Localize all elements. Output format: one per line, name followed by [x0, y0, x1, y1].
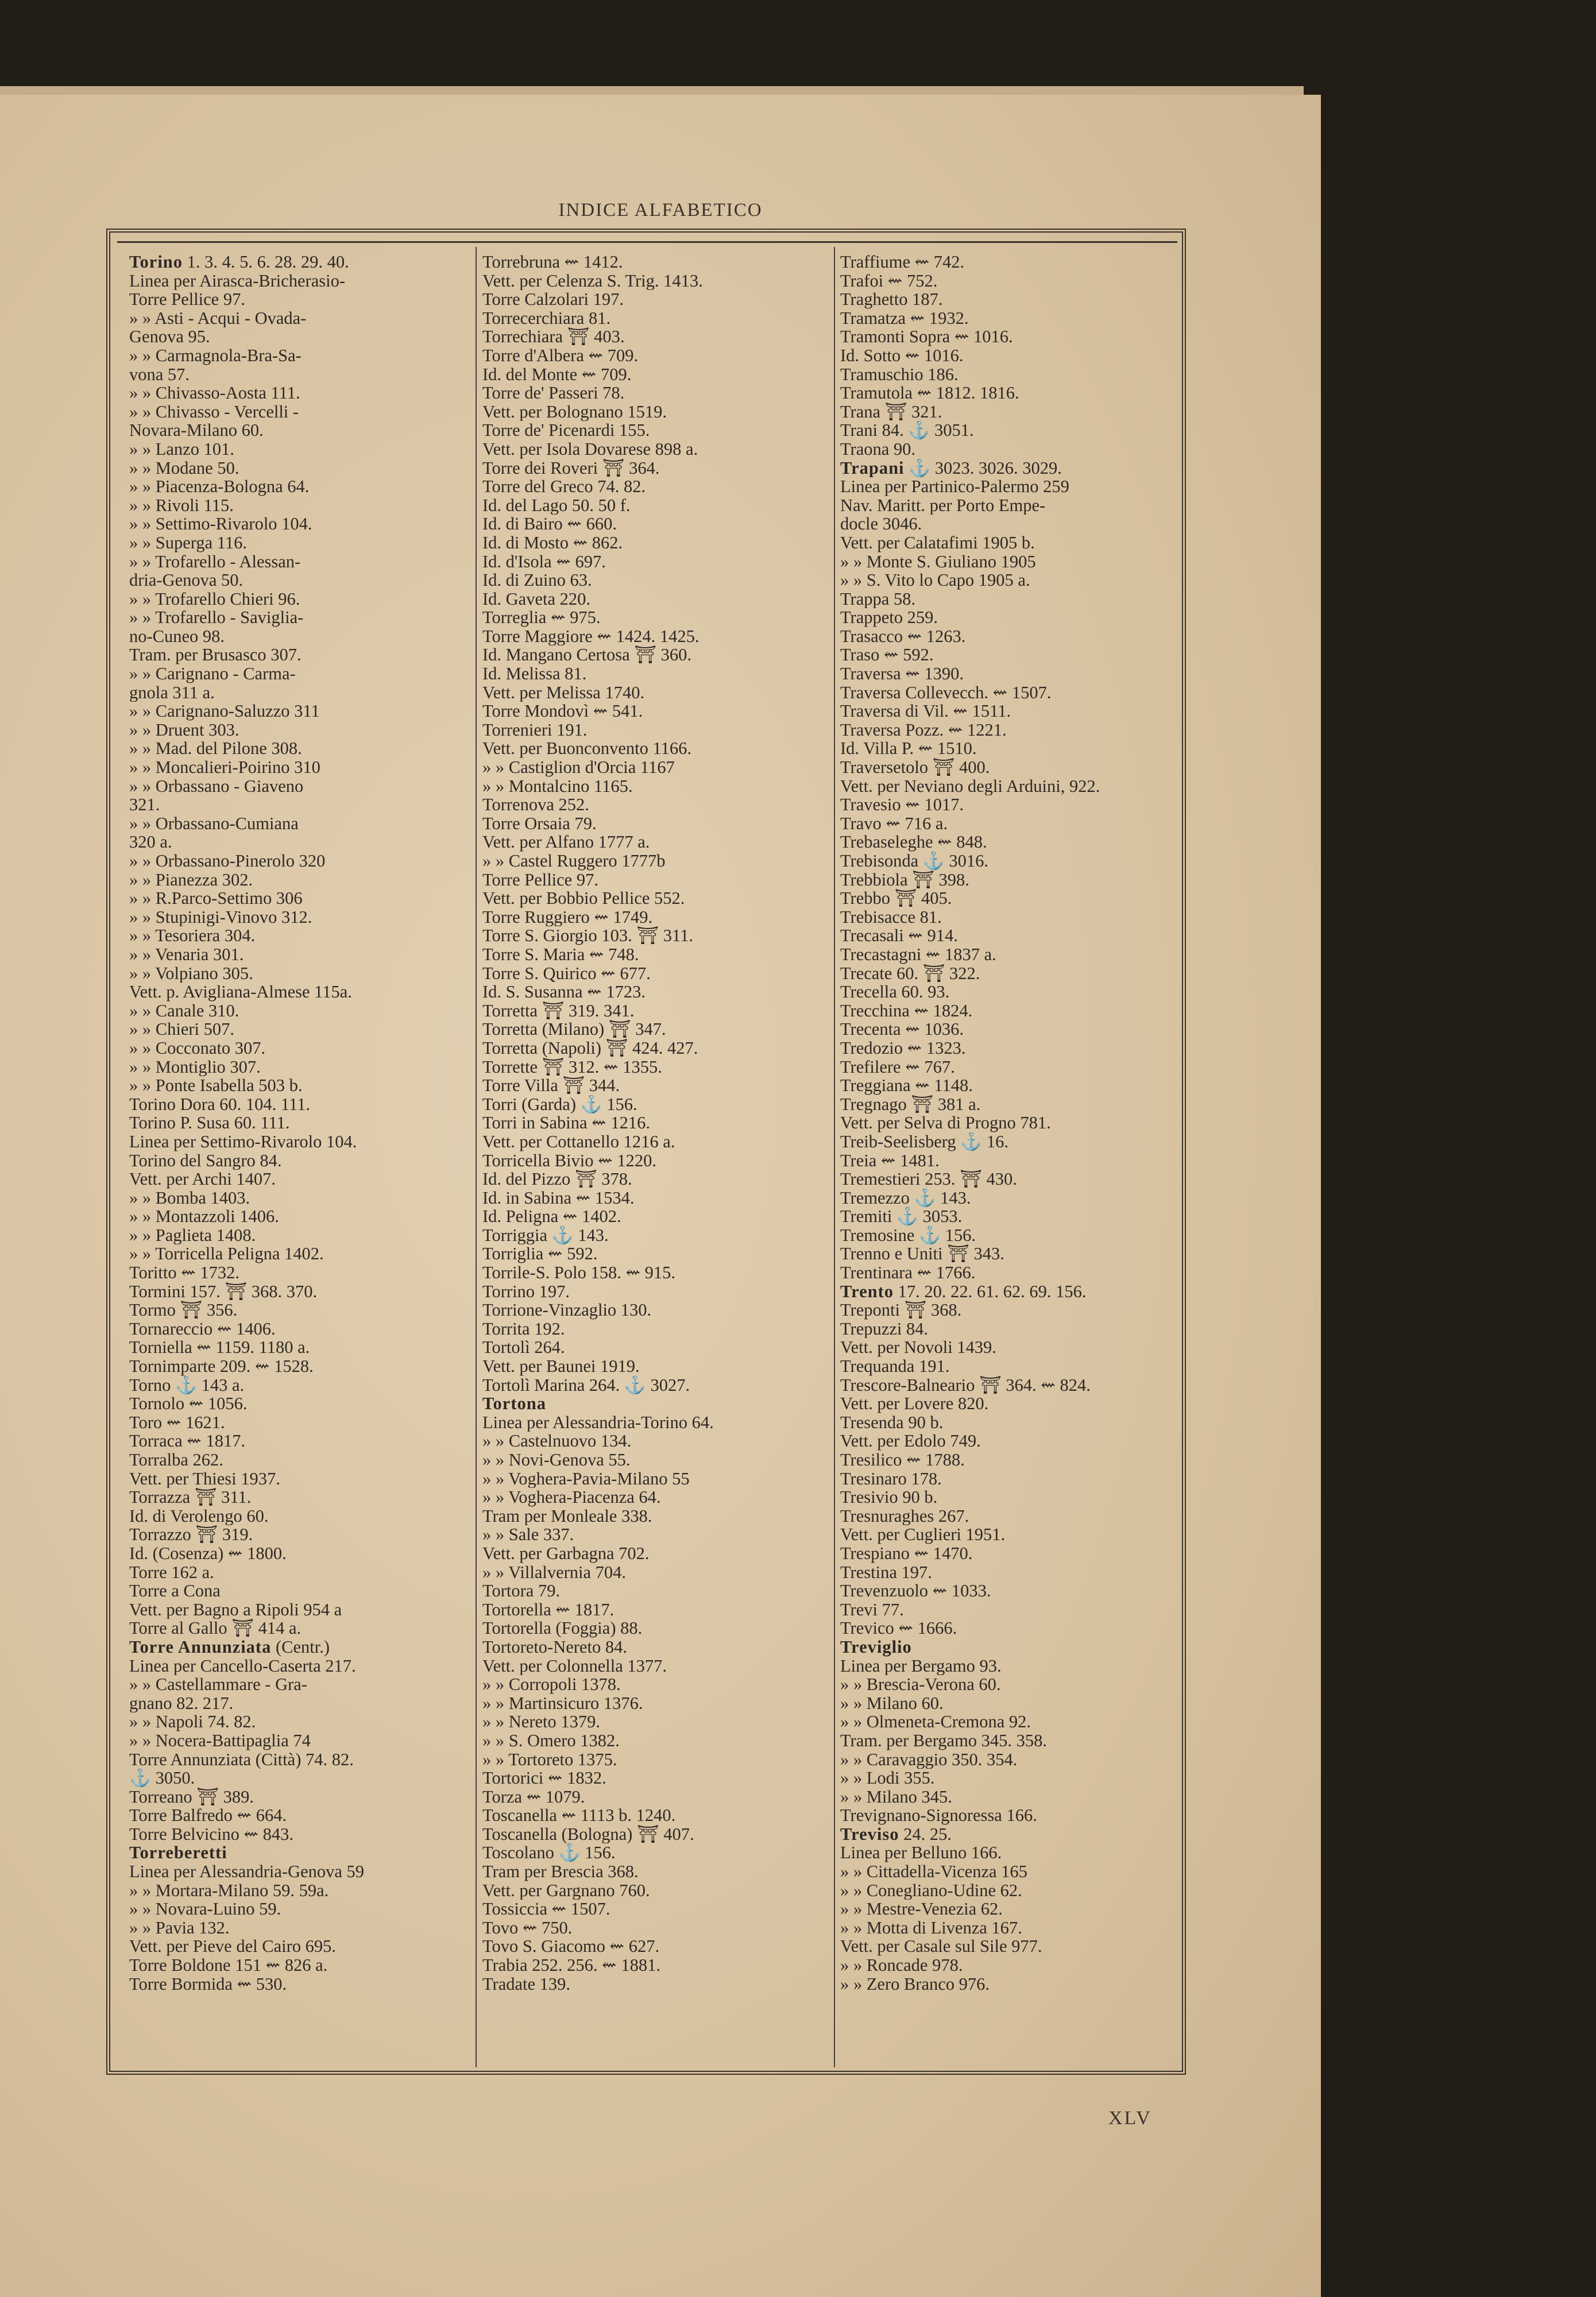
index-entry: Tornolo ⇜ 1056.	[129, 1394, 248, 1413]
index-entry: » » Canale 310.	[129, 1001, 239, 1020]
index-entry: Torre Calzolari 197.	[482, 290, 624, 309]
index-entry: Trapani ⚓ 3023. 3026. 3029.	[840, 458, 1062, 478]
index-entry: » » Cocconato 307.	[129, 1038, 266, 1058]
index-entry: Torrazzo ⛩ 319.	[129, 1525, 253, 1544]
index-entry: » » Motta di Livenza 167.	[840, 1918, 1022, 1938]
index-entry: Tremestieri 253. ⛩ 430.	[840, 1170, 1017, 1189]
index-entry: » » Mestre-Venezia 62.	[840, 1900, 1003, 1919]
index-entry: Torre Pellice 97.	[129, 290, 245, 309]
index-entry: Torrita 192.	[482, 1319, 565, 1339]
index-entry: Vett. per Cottanello 1216 a.	[482, 1132, 675, 1151]
index-entry: Trentinara ⇜ 1766.	[840, 1263, 976, 1282]
index-entry: » » Voghera-Piacenza 64.	[482, 1488, 661, 1507]
index-entry: Tramonti Sopra ⇜ 1016.	[840, 327, 1013, 346]
index-entry: Tram. per Bergamo 345. 358.	[840, 1731, 1048, 1750]
index-entry: » » R.Parco-Settimo 306	[129, 889, 303, 908]
index-entry: » » Moncalieri-Poirino 310	[129, 758, 320, 777]
index-entry: Vett. per Alfano 1777 a.	[482, 833, 650, 852]
index-entry: » » Paglieta 1408.	[129, 1225, 256, 1245]
index-entry: » » Trofarello - Alessan-	[129, 552, 301, 571]
index-entry: Treviso 24. 25.	[840, 1824, 952, 1844]
index-entry: Trestina 197.	[840, 1563, 932, 1582]
index-entry: Vett. per Casale sul Sile 977.	[840, 1937, 1042, 1956]
index-entry: » » Mortara-Milano 59. 59a.	[129, 1881, 329, 1900]
index-entry: Torre dei Roveri ⛩ 364.	[482, 458, 660, 478]
index-entry: Torre Orsaia 79.	[482, 814, 597, 833]
page-number: XLV	[1108, 2107, 1152, 2129]
index-entry: Tramatza ⇜ 1932.	[840, 308, 969, 328]
index-entry: Linea per Bergamo 93.	[840, 1656, 1002, 1676]
index-column-1	[129, 253, 468, 2070]
index-entry: » » Orbassano-Cumiana	[129, 814, 299, 833]
index-entry: Torre S. Giorgio 103. ⛩ 311.	[482, 926, 693, 945]
index-entry: Tossiccia ⇜ 1507.	[482, 1900, 610, 1919]
index-entry: Trequanda 191.	[840, 1357, 950, 1376]
index-entry: Trappeto 259.	[840, 608, 938, 627]
index-entry: Tresnuraghes 267.	[840, 1506, 969, 1526]
index-entry: Id. S. Susanna ⇜ 1723.	[482, 983, 646, 1001]
index-entry: Tresilico ⇜ 1788.	[840, 1451, 965, 1470]
index-entry: Tortorici ⇜ 1832.	[482, 1769, 606, 1788]
index-entry: » » Cittadella-Vicenza 165	[840, 1862, 1027, 1881]
index-entry: Torretta ⛩ 319. 341.	[482, 1001, 635, 1020]
index-entry: Vett. per Garbagna 702.	[482, 1544, 650, 1563]
index-entry: Torre Mondovì ⇜ 541.	[482, 702, 643, 721]
index-entry: Trento 17. 20. 22. 61. 62. 69. 156.	[840, 1282, 1087, 1301]
index-entry: Vett. per Pieve del Cairo 695.	[129, 1937, 336, 1956]
index-entry: Torretta (Napoli) ⛩ 424. 427.	[482, 1038, 698, 1058]
index-entry: Trebisonda ⚓ 3016.	[840, 852, 988, 871]
index-entry: » » Novara-Luino 59.	[129, 1900, 281, 1919]
index-entry: Trana ⛩ 321.	[840, 402, 942, 421]
index-entry: Vett. per Edolo 749.	[840, 1432, 981, 1451]
index-entry: Torre S. Maria ⇜ 748.	[482, 945, 639, 964]
index-entry: » » Caravaggio 350. 354.	[840, 1750, 1018, 1769]
index-entry: » » S. Omero 1382.	[482, 1731, 620, 1750]
index-entry: Treggiana ⇜ 1148.	[840, 1076, 973, 1095]
index-entry: Id. di Verolengo 60.	[129, 1506, 269, 1526]
index-entry: » » Voghera-Pavia-Milano 55	[482, 1469, 690, 1488]
index-entry: Tremiti ⚓ 3053.	[840, 1207, 963, 1226]
index-entry: Trecasali ⇜ 914.	[840, 926, 958, 945]
index-entry: » » Zero Branco 976.	[840, 1974, 990, 1994]
index-entry: Trappa 58.	[840, 589, 916, 609]
index-entry: Vett. per Archi 1407.	[129, 1170, 276, 1189]
index-entry: Traso ⇜ 592.	[840, 645, 934, 665]
index-entry: Tram per Monleale 338.	[482, 1506, 652, 1526]
index-entry: Trebbo ⛩ 405.	[840, 889, 952, 908]
index-entry: Toscolano ⚓ 156.	[482, 1843, 616, 1863]
index-entry: » » Brescia-Verona 60.	[840, 1675, 1001, 1694]
index-entry: » » Asti - Acqui - Ovada-	[129, 308, 307, 328]
index-entry: Torrechiara ⛩ 403.	[482, 327, 625, 346]
index-entry: no-Cuneo 98.	[129, 627, 225, 646]
index-entry: Traversa ⇜ 1390.	[840, 664, 964, 683]
index-entry: Traversa di Vil. ⇜ 1511.	[840, 702, 1011, 721]
index-entry: Traversa Collevecch. ⇜ 1507.	[840, 683, 1052, 702]
index-entry: » » Orbassano - Giaveno	[129, 776, 304, 796]
index-entry: » » Sale 337.	[482, 1525, 574, 1544]
index-entry: » » Corropoli 1378.	[482, 1675, 621, 1694]
index-entry: Tregnago ⛩ 381 a.	[840, 1095, 981, 1114]
index-entry: Torre Annunziata (Centr.)	[129, 1637, 330, 1657]
index-entry: Vett. per Baunei 1919.	[482, 1357, 640, 1376]
index-entry: Tornimparte 209. ⇜ 1528.	[129, 1357, 314, 1376]
index-entry: Tramutola ⇜ 1812. 1816.	[840, 384, 1019, 403]
index-entry: dria-Genova 50.	[129, 571, 244, 590]
index-entry: Tovo S. Giacomo ⇜ 627.	[482, 1937, 660, 1956]
index-entry: Torreano ⛩ 389.	[129, 1787, 254, 1807]
index-entry: Treib-Seelisberg ⚓ 16.	[840, 1132, 1008, 1151]
index-entry: 321.	[129, 795, 160, 814]
index-entry: Linea per Belluno 166.	[840, 1843, 1002, 1863]
index-entry: Tram per Brescia 368.	[482, 1862, 639, 1881]
index-entry: » » Lanzo 101.	[129, 439, 234, 459]
index-entry: Vett. per Selva di Progno 781.	[840, 1113, 1051, 1132]
index-entry: » » Castellammare - Gra-	[129, 1675, 307, 1694]
index-entry: » » Martinsicuro 1376.	[482, 1693, 643, 1713]
index-entry: Toscanella (Bologna) ⛩ 407.	[482, 1824, 694, 1844]
index-entry: Tornareccio ⇜ 1406.	[129, 1319, 276, 1339]
index-entry: Torre Villa ⛩ 344.	[482, 1076, 620, 1095]
index-entry: Torre de' Picenardi 155.	[482, 421, 650, 440]
index-entry: » » Olmeneta-Cremona 92.	[840, 1712, 1031, 1731]
index-entry: Tremezzo ⚓ 143.	[840, 1188, 971, 1208]
index-entry: » » Montazzoli 1406.	[129, 1207, 279, 1226]
index-entry: Tredozio ⇜ 1323.	[840, 1038, 966, 1058]
index-entry: Trevico ⇜ 1666.	[840, 1619, 957, 1638]
index-entry: Torino Dora 60. 104. 111.	[129, 1095, 310, 1114]
index-entry: docle 3046.	[840, 515, 922, 533]
index-entry: Linea per Airasca-Bricherasio-	[129, 271, 345, 291]
index-entry: Trenno e Uniti ⛩ 343.	[840, 1244, 1004, 1264]
index-entry: » » S. Vito lo Capo 1905 a.	[840, 571, 1030, 590]
index-entry: Vett. per Thiesi 1937.	[129, 1469, 280, 1488]
index-entry: Torri in Sabina ⇜ 1216.	[482, 1113, 650, 1132]
index-entry: » » Orbassano-Pinerolo 320	[129, 852, 326, 871]
index-entry: Torre a Cona	[129, 1581, 221, 1600]
index-entry: Tortorella (Foggia) 88.	[482, 1619, 643, 1638]
index-entry: Tormini 157. ⛩ 368. 370.	[129, 1282, 318, 1301]
index-entry: » » Druent 303.	[129, 720, 239, 740]
index-entry: » » Tesoriera 304.	[129, 926, 256, 945]
index-entry: gnola 311 a.	[129, 683, 215, 702]
index-entry: » » Venaria 301.	[129, 945, 244, 964]
index-entry: » » Novi-Genova 55.	[482, 1451, 631, 1470]
index-entry: » » Mad. del Pilone 308.	[129, 739, 302, 759]
index-entry: » » Castelnuovo 134.	[482, 1432, 632, 1451]
index-entry: Torre Annunziata (Città) 74. 82.	[129, 1750, 354, 1769]
index-entry: Vett. per Celenza S. Trig. 1413.	[482, 271, 703, 291]
index-entry: Torrile-S. Polo 158. ⇜ 915.	[482, 1263, 676, 1282]
index-entry: Trafoi ⇜ 752.	[840, 271, 938, 291]
index-entry: Torriglia ⇜ 592.	[482, 1244, 598, 1264]
index-entry: Traffiume ⇜ 742.	[840, 253, 965, 272]
index-entry: » » Nereto 1379.	[482, 1712, 600, 1731]
index-entry: Tortoreto-Nereto 84.	[482, 1637, 627, 1657]
index-entry: Linea per Partinico-Palermo 259	[840, 477, 1069, 496]
index-entry: » » Torricella Peligna 1402.	[129, 1244, 324, 1264]
index-entry: Linea per Alessandria-Torino 64.	[482, 1413, 714, 1432]
index-entry: » » Bomba 1403.	[129, 1188, 250, 1208]
index-column-3	[840, 253, 1185, 2070]
index-entry: » » Chivasso - Vercelli -	[129, 402, 299, 421]
index-entry: » » Roncade 978.	[840, 1956, 963, 1975]
page-header: INDICE ALFABETICO	[558, 200, 763, 221]
index-entry: Torrebruna ⇜ 1412.	[482, 253, 623, 272]
index-entry: Trevi 77.	[840, 1600, 904, 1619]
index-entry: gnano 82. 217.	[129, 1693, 234, 1713]
index-entry: Tresivio 90 b.	[840, 1488, 938, 1507]
index-entry: Id. del Pizzo ⛩ 378.	[482, 1170, 632, 1189]
index-entry: Traversa Pozz. ⇜ 1221.	[840, 720, 1007, 740]
column-rule	[834, 247, 835, 2067]
index-entry: Vett. per Colonnella 1377.	[482, 1656, 667, 1676]
index-entry: Id. di Mosto ⇜ 862.	[482, 533, 623, 552]
index-entry: Torri (Garda) ⚓ 156.	[482, 1095, 637, 1114]
index-entry: Vett. per Bagno a Ripoli 954 a	[129, 1600, 342, 1619]
index-entry: Torrette ⛩ 312. ⇜ 1355.	[482, 1057, 662, 1077]
index-entry: » » Settimo-Rivarolo 104.	[129, 515, 312, 533]
index-entry: Vett. per Calatafimi 1905 b.	[840, 533, 1035, 552]
index-entry: Treia ⇜ 1481.	[840, 1151, 940, 1170]
index-entry: » » Rivoli 115.	[129, 496, 234, 515]
index-entry: Toritto ⇜ 1732.	[129, 1263, 240, 1282]
index-entry: Torretta (Milano) ⛩ 347.	[482, 1020, 666, 1039]
index-entry: » » Ponte Isabella 503 b.	[129, 1076, 303, 1095]
index-entry: » » Piacenza-Bologna 64.	[129, 477, 310, 496]
index-entry: Trefilere ⇜ 767.	[840, 1057, 955, 1077]
index-entry: Torrenova 252.	[482, 795, 589, 814]
index-entry: Tortolì Marina 264. ⚓ 3027.	[482, 1375, 690, 1395]
index-entry: Tradate 139.	[482, 1974, 571, 1994]
index-entry: » » Chieri 507.	[129, 1020, 234, 1039]
index-entry: » » Stupinigi-Vinovo 312.	[129, 907, 312, 927]
index-entry: Torniella ⇜ 1159. 1180 a.	[129, 1338, 310, 1358]
index-entry: Treviglio	[840, 1637, 912, 1657]
index-entry: Novara-Milano 60.	[129, 421, 264, 440]
index-entry: Torrecerchiara 81.	[482, 308, 611, 328]
column-rule	[476, 247, 477, 2067]
index-entry: Trecastagni ⇜ 1837 a.	[840, 945, 996, 964]
index-entry: Id. Mangano Certosa ⛩ 360.	[482, 645, 691, 665]
index-entry: Torino del Sangro 84.	[129, 1151, 282, 1170]
index-entry: Torrazza ⛩ 311.	[129, 1488, 252, 1507]
index-entry: » » Carignano - Carma-	[129, 664, 296, 683]
index-entry: Trespiano ⇜ 1470.	[840, 1544, 973, 1563]
index-entry: Vett. per Neviano degli Arduini, 922.	[840, 776, 1100, 796]
index-entry: Trecenta ⇜ 1036.	[840, 1020, 964, 1039]
index-entry: Vett. per Bobbio Pellice 552.	[482, 889, 685, 908]
index-entry: Linea per Settimo-Rivarolo 104.	[129, 1132, 357, 1151]
index-entry: Traversetolo ⛩ 400.	[840, 758, 990, 777]
index-entry: Torriggia ⚓ 143.	[482, 1225, 609, 1245]
index-entry: Torralba 262.	[129, 1451, 223, 1470]
index-entry: » » Villalvernia 704.	[482, 1563, 627, 1582]
index-entry: Trepuzzi 84.	[840, 1319, 929, 1339]
index-entry: Id. di Zuino 63.	[482, 571, 592, 590]
index-entry: Id. in Sabina ⇜ 1534.	[482, 1188, 635, 1208]
index-entry: » » Trofarello - Saviglia-	[129, 608, 304, 627]
index-entry: Id. del Lago 50. 50 f.	[482, 496, 631, 515]
index-entry: Travesio ⇜ 1017.	[840, 795, 964, 814]
index-entry: Torre Ruggiero ⇜ 1749.	[482, 907, 653, 927]
index-entry: Vett. per Bolognano 1519.	[482, 402, 667, 421]
index-entry: » » Monte S. Giuliano 1905	[840, 552, 1036, 571]
index-entry: Torreglia ⇜ 975.	[482, 608, 601, 627]
index-entry: » » Castel Ruggero 1777b	[482, 852, 666, 871]
index-entry: Torre Balfredo ⇜ 664.	[129, 1806, 287, 1825]
index-entry: Torreberetti	[129, 1843, 227, 1863]
index-entry: Torno ⚓ 143 a.	[129, 1375, 245, 1395]
index-entry: vona 57.	[129, 365, 190, 384]
index-entry: Trebaseleghe ⇜ 848.	[840, 833, 987, 852]
index-entry: Tormo ⛩ 356.	[129, 1301, 238, 1320]
index-entry: » » Pianezza 302.	[129, 870, 253, 890]
index-entry: Trevignano-Signoressa 166.	[840, 1806, 1037, 1825]
index-entry: Torre Boldone 151 ⇜ 826 a.	[129, 1956, 328, 1975]
index-entry: » » Carignano-Saluzzo 311	[129, 702, 320, 721]
index-entry: Torza ⇜ 1079.	[482, 1787, 585, 1807]
index-entry: » » Conegliano-Udine 62.	[840, 1881, 1022, 1900]
index-entry: ⚓ 3050.	[129, 1769, 195, 1788]
index-entry: Trecate 60. ⛩ 322.	[840, 964, 980, 983]
index-entry: Id. Peligna ⇜ 1402.	[482, 1207, 621, 1226]
index-entry: Id. Villa P. ⇜ 1510.	[840, 739, 977, 759]
index-entry: Travo ⇜ 716 a.	[840, 814, 948, 833]
index-entry: Torre 162 a.	[129, 1563, 214, 1582]
index-entry: Id. del Monte ⇜ 709.	[482, 365, 632, 384]
index-entry: » » Montiglio 307.	[129, 1057, 261, 1077]
index-entry: » » Superga 116.	[129, 533, 248, 552]
index-entry: Torre de' Passeri 78.	[482, 384, 625, 403]
index-entry: Torrino 197.	[482, 1282, 570, 1301]
index-entry: Trebisacce 81.	[840, 907, 942, 927]
index-entry: Torre Bormida ⇜ 530.	[129, 1974, 287, 1994]
index-entry: Tram. per Brusasco 307.	[129, 645, 302, 665]
index-entry: Treponti ⛩ 368.	[840, 1301, 962, 1320]
index-entry: Traona 90.	[840, 439, 916, 459]
index-entry: » » Pavia 132.	[129, 1918, 230, 1938]
index-entry: » » Modane 50.	[129, 458, 239, 478]
index-entry: » » Napoli 74. 82.	[129, 1712, 256, 1731]
index-entry: Id. Gaveta 220.	[482, 589, 591, 609]
index-entry: » » Volpiano 305.	[129, 964, 253, 983]
index-entry: Vett. per Isola Dovarese 898 a.	[482, 439, 698, 459]
index-entry: Torre Pellice 97.	[482, 870, 598, 890]
index-entry: Vett. per Novoli 1439.	[840, 1338, 996, 1358]
index-entry: Tortona	[482, 1394, 546, 1413]
index-entry: Id. Sotto ⇜ 1016.	[840, 346, 964, 365]
index-entry: Torre S. Quirico ⇜ 677.	[482, 964, 651, 983]
index-entry: Trasacco ⇜ 1263.	[840, 627, 966, 646]
index-entry: Linea per Cancello-Caserta 217.	[129, 1656, 356, 1676]
index-entry: Vett. per Gargnano 760.	[482, 1881, 650, 1900]
index-entry: Tresinaro 178.	[840, 1469, 942, 1488]
index-entry: Vett. per Buonconvento 1166.	[482, 739, 691, 759]
index-entry: Id. Melissa 81.	[482, 664, 587, 683]
index-entry: Tovo ⇜ 750.	[482, 1918, 573, 1938]
index-entry: Nav. Maritt. per Porto Empe-	[840, 496, 1046, 515]
index-entry: » » Montalcino 1165.	[482, 776, 633, 796]
index-entry: Id. di Bairo ⇜ 660.	[482, 515, 617, 533]
index-entry: » » Castiglion d'Orcia 1167	[482, 758, 675, 777]
index-entry: Tramuschio 186.	[840, 365, 959, 384]
index-entry: » » Chivasso-Aosta 111.	[129, 384, 300, 403]
index-entry: Tresenda 90 b.	[840, 1413, 944, 1432]
index-entry: Id. d'Isola ⇜ 697.	[482, 552, 606, 571]
index-entry: 320 a.	[129, 833, 172, 852]
index-entry: Vett. per Lovere 820.	[840, 1394, 989, 1413]
index-entry: Genova 95.	[129, 327, 210, 346]
index-entry: Torre d'Albera ⇜ 709.	[482, 346, 639, 365]
index-entry: Torre Maggiore ⇜ 1424. 1425.	[482, 627, 700, 646]
index-column-2	[482, 253, 830, 2070]
index-entry: Tremosine ⚓ 156.	[840, 1225, 976, 1245]
index-entry: Toscanella ⇜ 1113 b. 1240.	[482, 1806, 676, 1825]
index-entry: Trebbiola ⛩ 398.	[840, 870, 969, 890]
index-entry: Torre del Greco 74. 82.	[482, 477, 646, 496]
index-entry: Trevenzuolo ⇜ 1033.	[840, 1581, 991, 1600]
index-entry: Torino 1. 3. 4. 5. 6. 28. 29. 40.	[129, 253, 349, 272]
index-entry: Torre Belvicino ⇜ 843.	[129, 1824, 293, 1844]
index-entry: Trecella 60. 93.	[840, 983, 950, 1001]
index-entry: Tortorella ⇜ 1817.	[482, 1600, 615, 1619]
index-entry: Trescore-Balneario ⛩ 364. ⇜ 824.	[840, 1375, 1091, 1395]
index-entry: Toro ⇜ 1621.	[129, 1413, 225, 1432]
index-entry: » » Milano 60.	[840, 1693, 944, 1713]
index-entry: Vett. per Melissa 1740.	[482, 683, 645, 702]
index-entry: » » Carmagnola-Bra-Sa-	[129, 346, 302, 365]
index-entry: Torricella Bivio ⇜ 1220.	[482, 1151, 656, 1170]
index-entry: Torre al Gallo ⛩ 414 a.	[129, 1619, 302, 1638]
index-entry: Torrione-Vinzaglio 130.	[482, 1301, 652, 1320]
index-entry: Torrenieri 191.	[482, 720, 588, 740]
index-entry: Vett. p. Avigliana-Almese 115a.	[129, 983, 352, 1001]
index-entry: » » Trofarello Chieri 96.	[129, 589, 300, 609]
index-entry: Id. (Cosenza) ⇜ 1800.	[129, 1544, 287, 1563]
index-entry: Traghetto 187.	[840, 290, 943, 309]
index-entry: Torraca ⇜ 1817.	[129, 1432, 246, 1451]
index-entry: Trabia 252. 256. ⇜ 1881.	[482, 1956, 660, 1975]
index-entry: Linea per Alessandria-Genova 59	[129, 1862, 365, 1881]
index-entry: Trani 84. ⚓ 3051.	[840, 421, 974, 440]
index-entry: Torino P. Susa 60. 111.	[129, 1113, 290, 1132]
index-entry: Vett. per Cuglieri 1951.	[840, 1525, 1006, 1544]
index-entry: » » Tortoreto 1375.	[482, 1750, 617, 1769]
index-entry: Trecchina ⇜ 1824.	[840, 1001, 973, 1020]
index-entry: Tortora 79.	[482, 1581, 561, 1600]
index-entry: » » Milano 345.	[840, 1787, 952, 1807]
index-entry: » » Nocera-Battipaglia 74	[129, 1731, 311, 1750]
index-entry: » » Lodi 355.	[840, 1769, 935, 1788]
index-entry: Tortolì 264.	[482, 1338, 565, 1358]
